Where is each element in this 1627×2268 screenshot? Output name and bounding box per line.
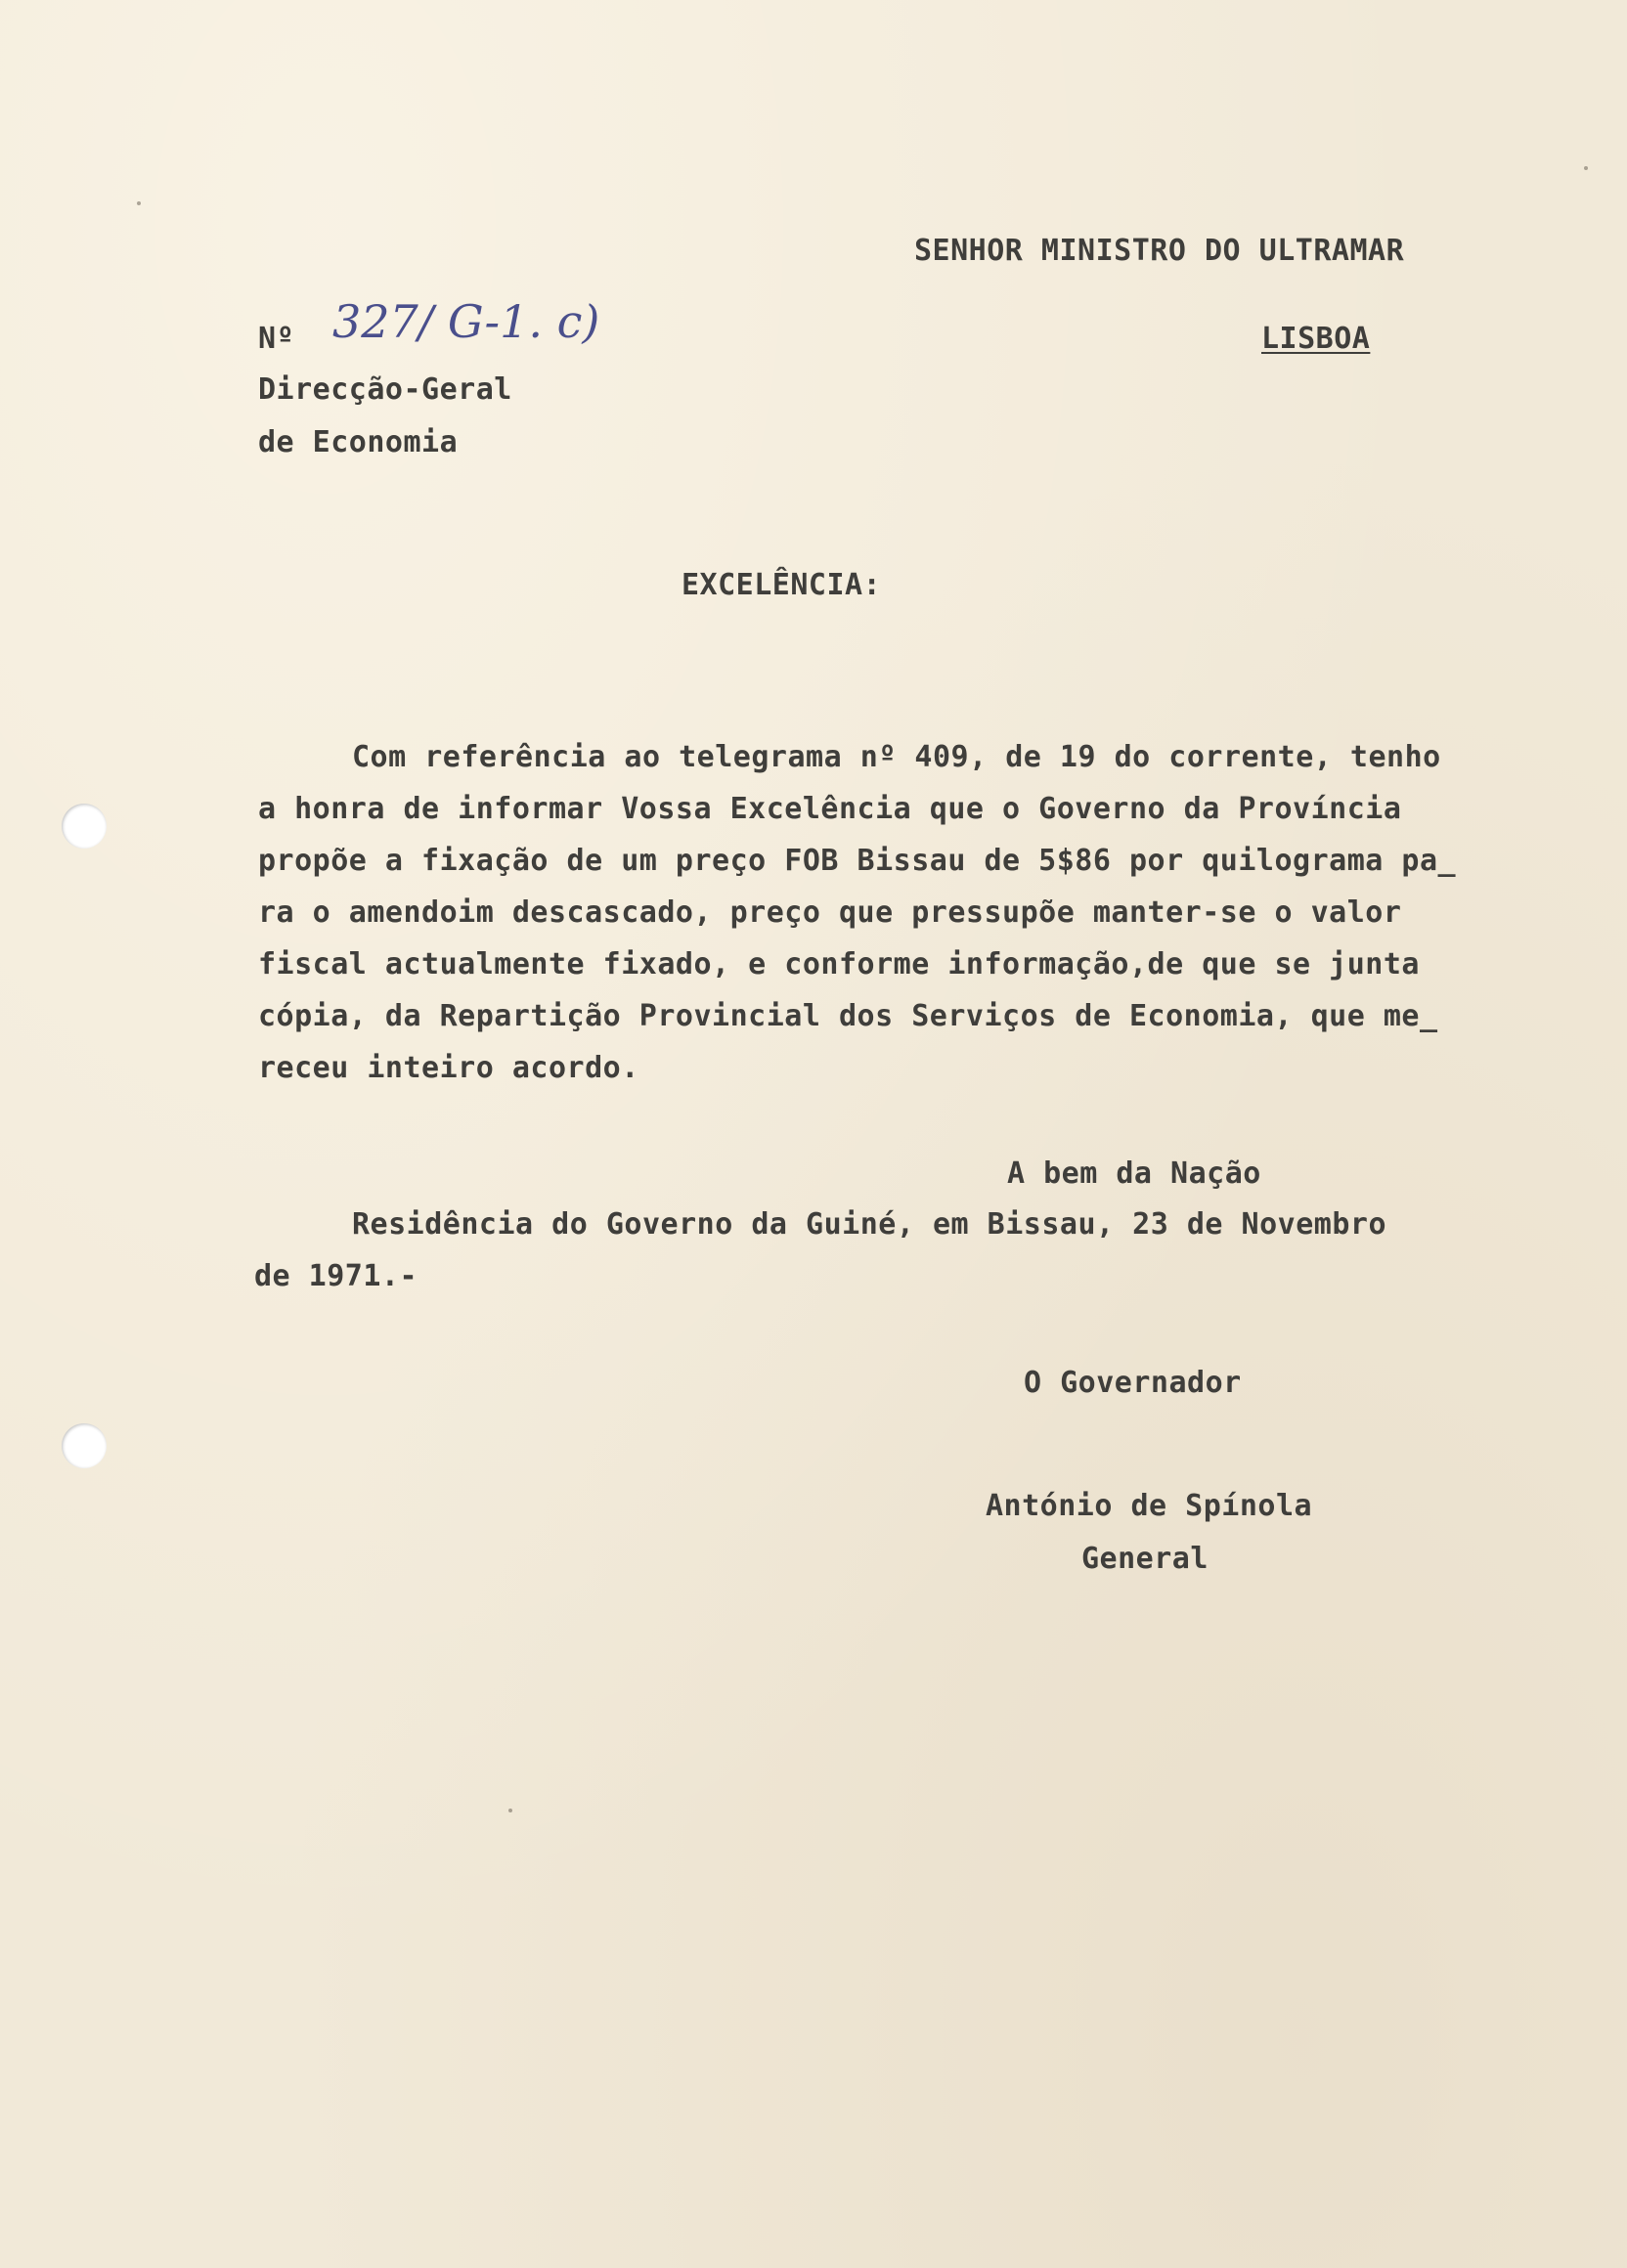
paper-speck [1584,166,1588,170]
body-line-7: receu inteiro acordo. [258,1051,639,1085]
reference-prefix: Nº [258,322,295,356]
handwritten-reference-number: 327/ G-1. c) [332,295,600,348]
body-line-1: Com referência ao telegrama nº 409, de 19 do corrente, tenho [352,740,1441,774]
body-line-6: cópia, da Repartição Provincial dos Serviços de Economia, que me_ [258,999,1438,1033]
place-date-line-1: Residência do Governo da Guiné, em Bissau, 23 de Novembro [352,1207,1387,1242]
recipient-line-2: LISBOA [1261,322,1371,356]
punch-hole-bottom [62,1423,107,1468]
body-line-5: fiscal actualmente fixado, e conforme informação,de que se junta [258,947,1420,981]
signatory-name: António de Spínola [986,1489,1313,1523]
closing-motto: A bem da Nação [1007,1156,1261,1191]
punch-hole-top [62,804,107,849]
paper-speck [137,201,141,205]
signatory-title: O Governador [1024,1366,1242,1400]
department-line-2: de Economia [258,425,459,459]
salutation: EXCELÊNCIA: [682,568,882,602]
body-line-4: ra o amendoim descascado, preço que pressupõe manter-se o valor [258,895,1402,930]
body-line-3: propõe a fixação de um preço FOB Bissau de 5$86 por quilograma pa_ [258,844,1457,878]
recipient-line-1: SENHOR MINISTRO DO ULTRAMAR [914,234,1405,268]
place-date-line-2: de 1971.- [254,1259,418,1293]
paper-speck [508,1809,512,1812]
signatory-rank: General [1081,1542,1209,1576]
department-line-1: Direcção-Geral [258,372,512,407]
body-line-2: a honra de informar Vossa Excelência que o Governo da Província [258,792,1402,826]
